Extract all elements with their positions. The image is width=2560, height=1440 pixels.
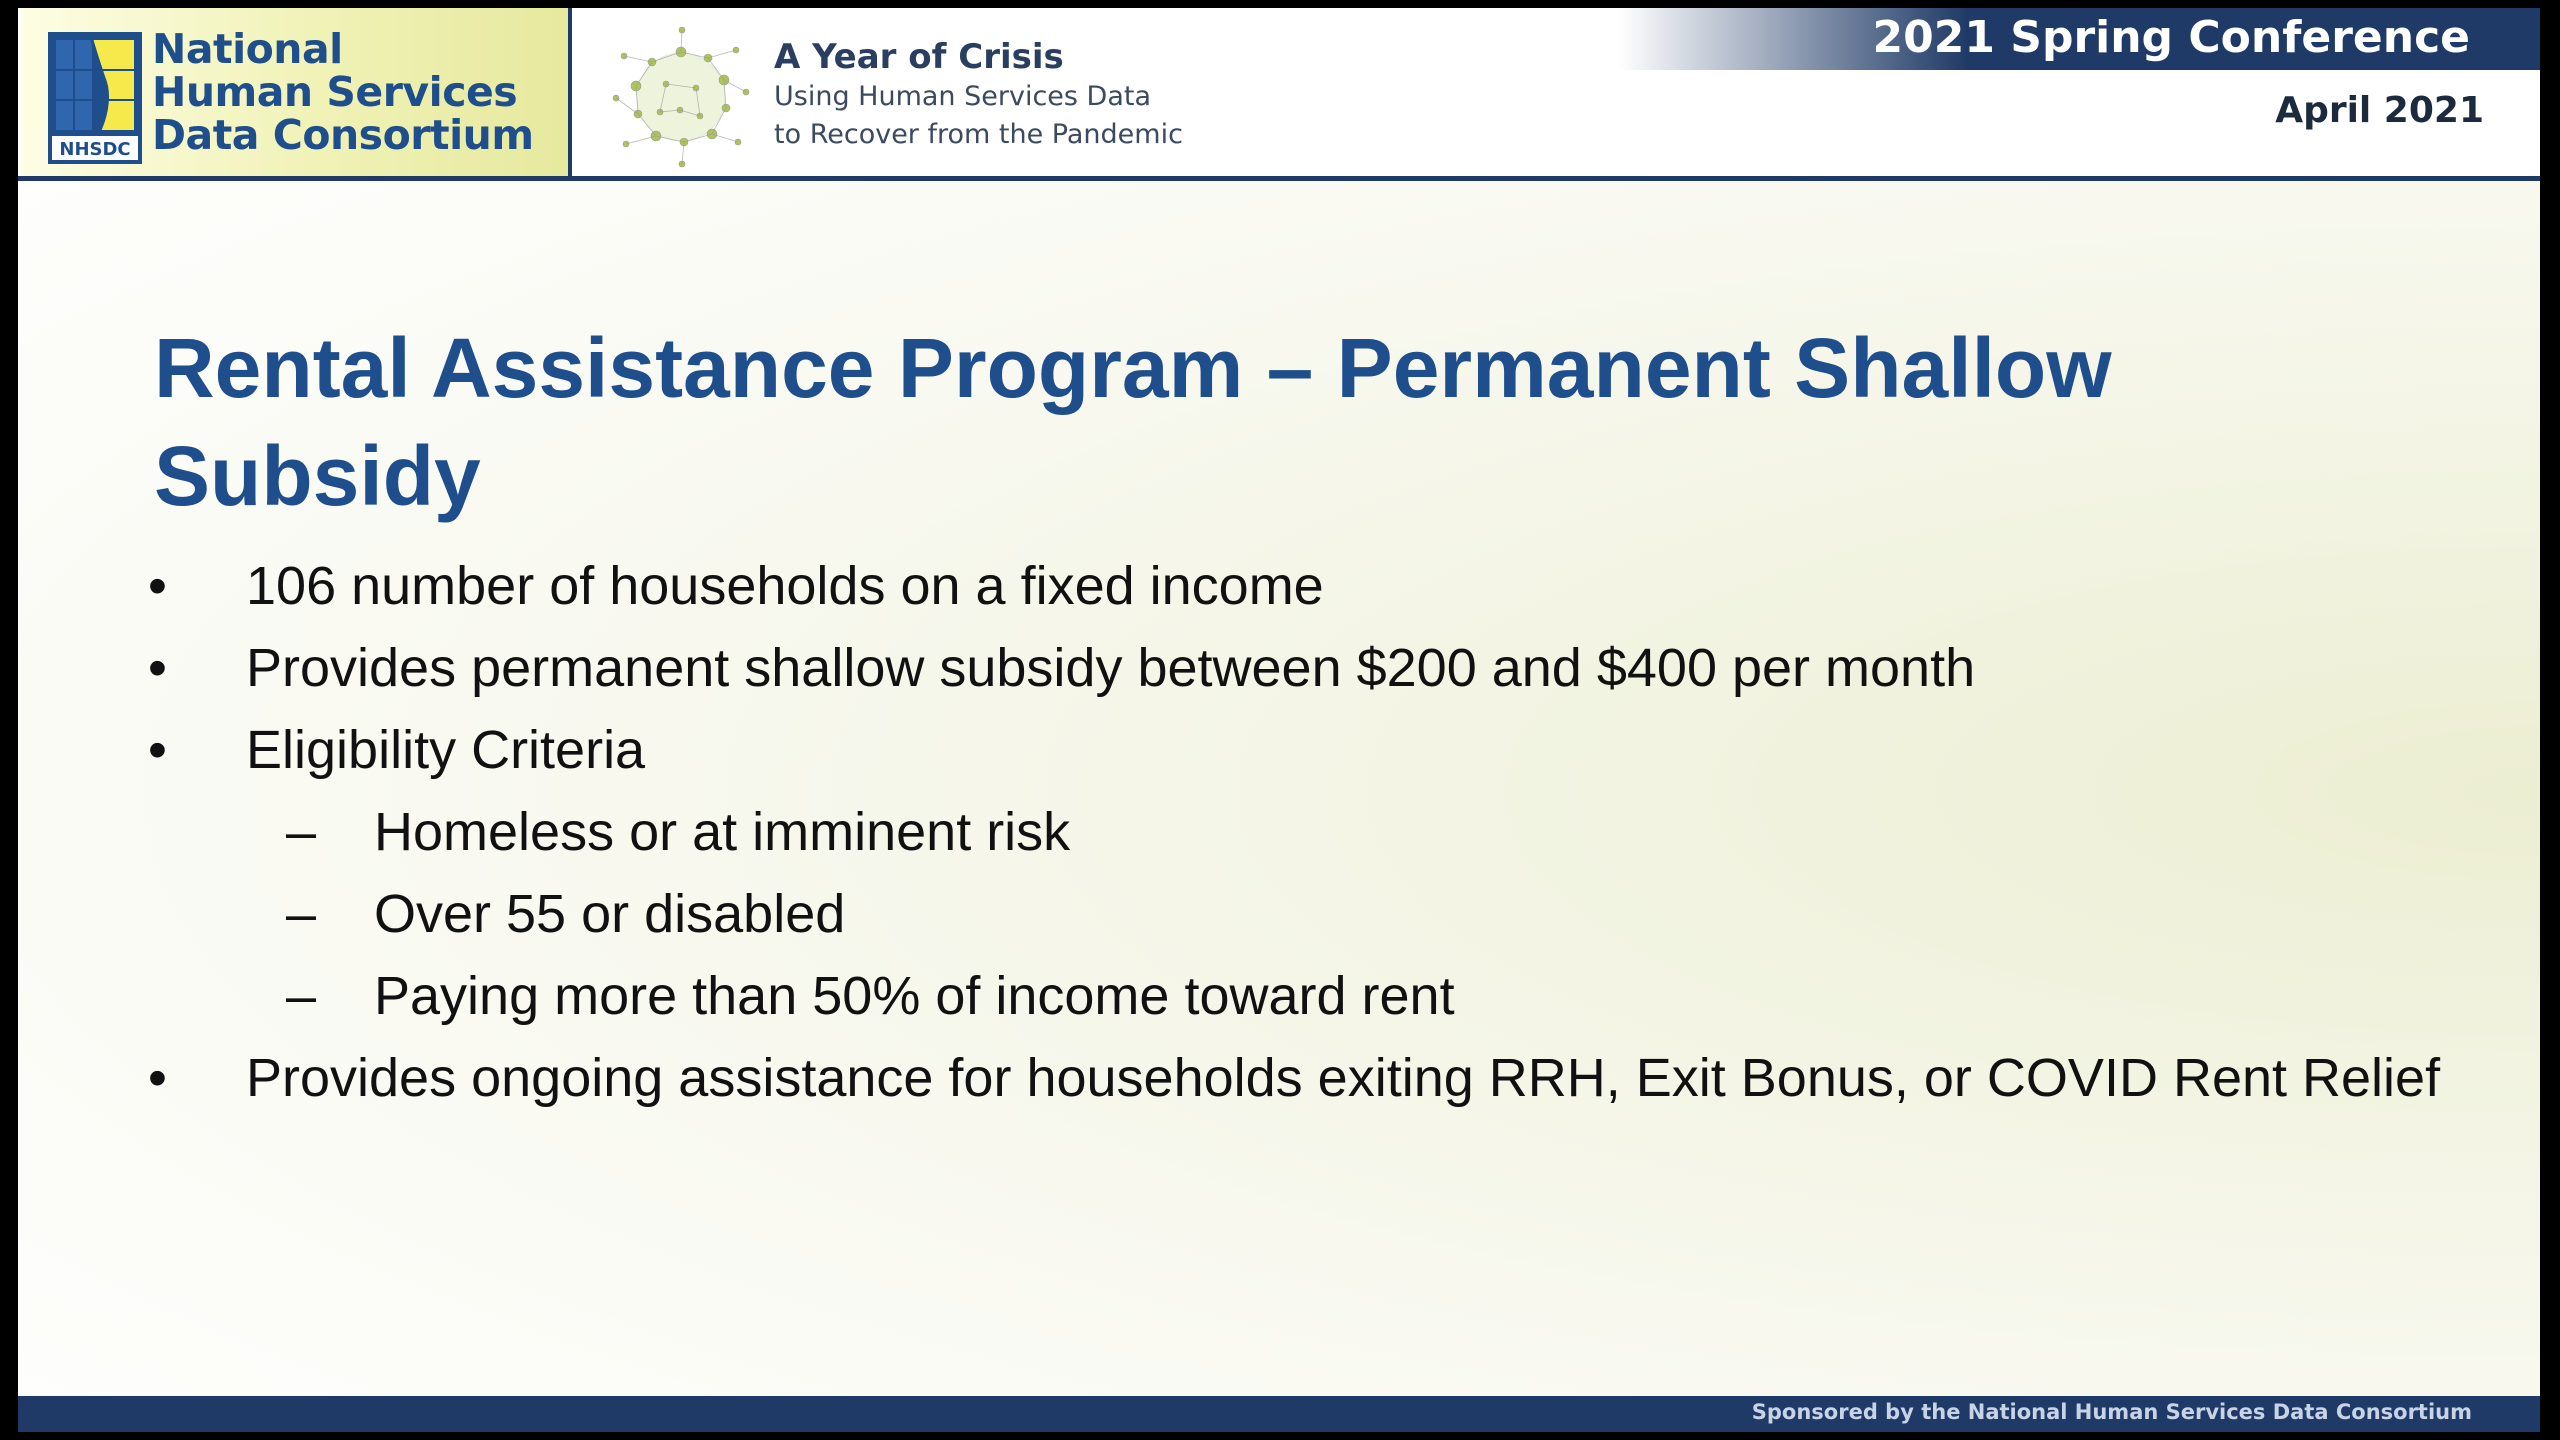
theme-title: A Year of Crisis (774, 37, 1064, 77)
logo-line-1: National (152, 25, 343, 73)
sponsor-text: Sponsored by the National Human Services Data Consortium (1751, 1400, 2472, 1424)
conference-title: 2021 Spring Conference (1872, 12, 2470, 63)
bullet-text: Paying more than 50% of income toward rent (374, 966, 1455, 1026)
slide-footer (18, 1396, 2540, 1432)
bullet-marker: • (148, 1048, 167, 1108)
dash-marker: – (286, 966, 317, 1026)
slide-header (18, 8, 2540, 176)
bullet-text: Provides ongoing assistance for households exiting RRH, Exit Bonus, or COVID Rent Relief (246, 1048, 2441, 1108)
virus-illustration-icon (596, 22, 766, 172)
bullet-item (148, 717, 2448, 783)
conference-banner (1618, 8, 2540, 70)
theme-subtitle-line-2: to Recover from the Pandemic (774, 119, 1183, 150)
bullet-marker: • (148, 556, 167, 616)
logo-wordmark (152, 25, 534, 159)
bullet-text: Provides permanent shallow subsidy between $200 and $400 per month (246, 638, 1976, 698)
slide-title: Rental Assistance Program – Permanent Shallow Subsidy (154, 321, 2112, 523)
bullet-text: Homeless or at imminent risk (374, 802, 1071, 862)
bullet-text: Over 55 or disabled (374, 884, 846, 944)
conference-date: April 2021 (2275, 90, 2484, 131)
presentation-slide (18, 8, 2540, 1432)
sub-bullet-item (148, 963, 2448, 1029)
bullet-marker: • (148, 720, 167, 780)
bullet-text: Eligibility Criteria (246, 720, 646, 780)
bullet-list (148, 553, 2448, 1127)
dash-marker: – (286, 884, 317, 944)
logo-line-3: Data Consortium (152, 111, 534, 159)
sub-bullet-item (148, 881, 2448, 947)
bullet-item (148, 553, 2448, 619)
dash-marker: – (286, 802, 317, 862)
sub-bullet-item (148, 799, 2448, 865)
conference-theme (774, 36, 1183, 154)
theme-subtitle-line-1: Using Human Services Data (774, 81, 1152, 112)
bullet-marker: • (148, 638, 167, 698)
svg-text:NHSDC: NHSDC (59, 139, 131, 160)
bullet-item (148, 1045, 2448, 1111)
header-divider (18, 176, 2540, 181)
bullet-item (148, 635, 2448, 701)
bullet-text: 106 number of households on a fixed income (246, 556, 1324, 616)
nhsdc-logo-icon (48, 32, 142, 164)
logo-line-2: Human Services (152, 68, 518, 116)
nhsdc-logo (22, 8, 572, 176)
